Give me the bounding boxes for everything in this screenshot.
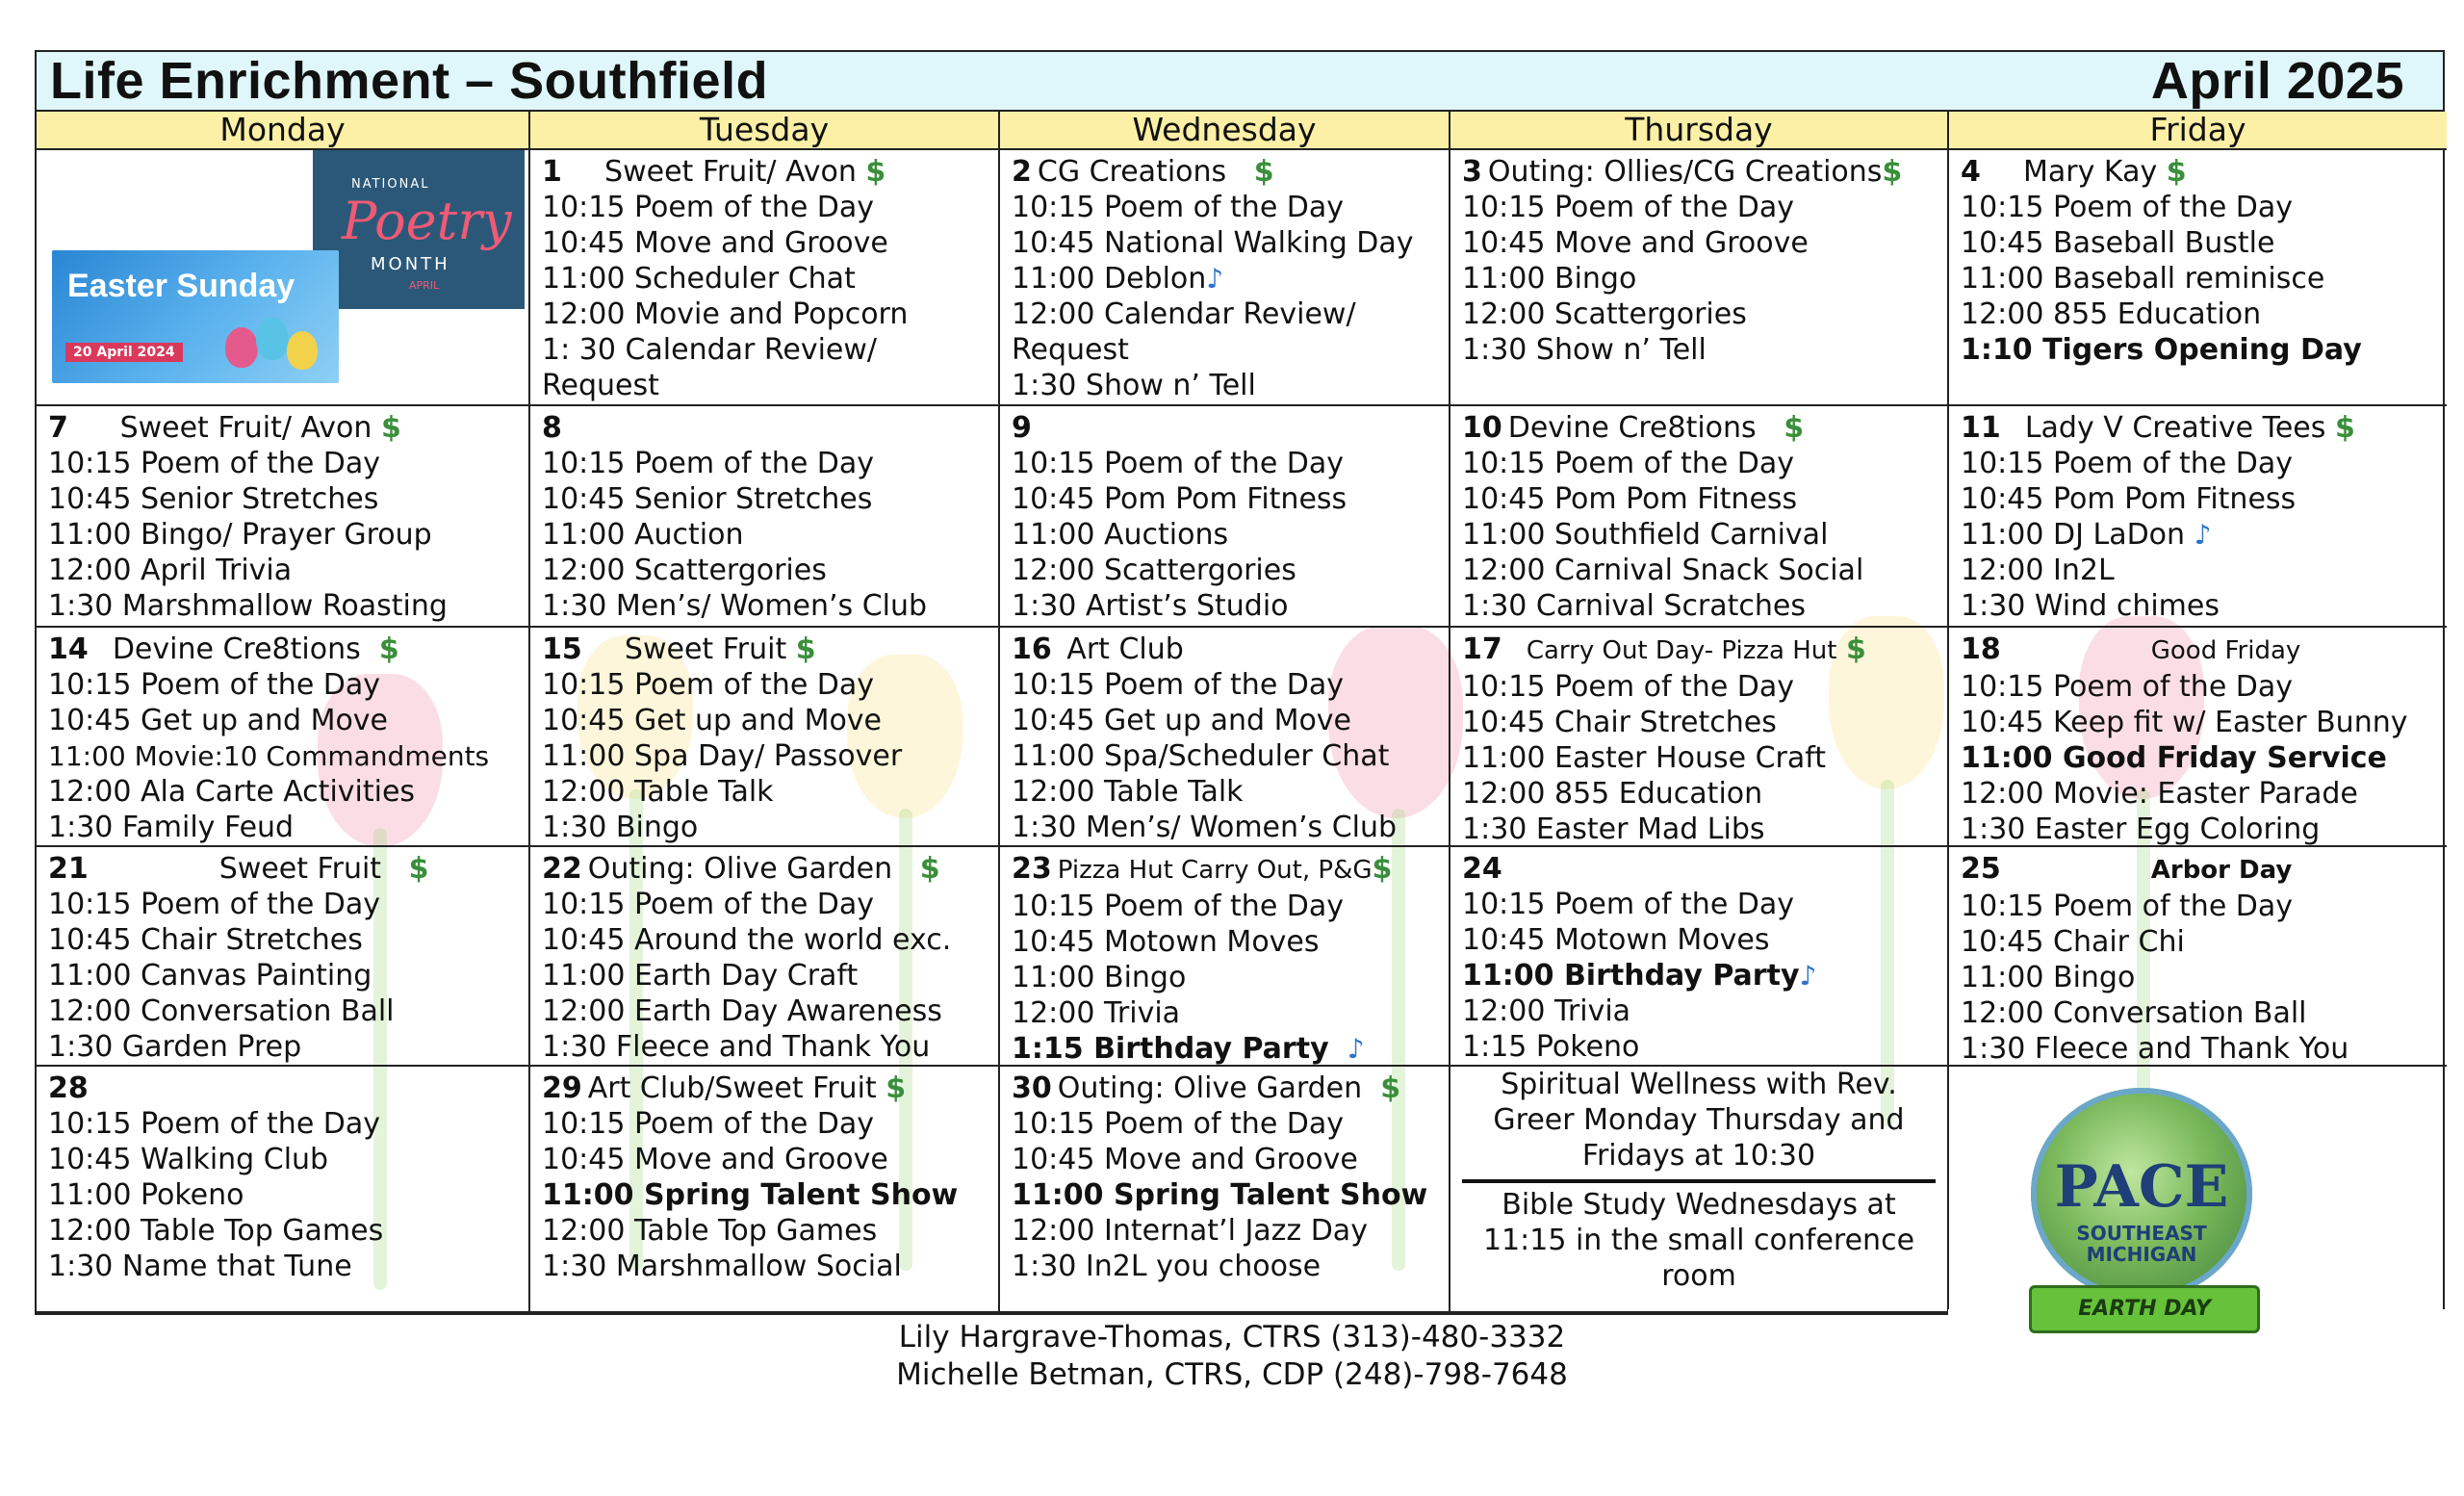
day-cell-14 [37, 628, 530, 847]
activity-line: 12:00 Table Top Games [48, 1214, 384, 1248]
day-number: 14 [48, 632, 89, 666]
day-number: 2 [1012, 155, 1032, 189]
activity-line: 1:30 Fleece and Thank You [1961, 1032, 2349, 1066]
poetry-month-image [313, 150, 525, 309]
activity-line: 10:45 Move and Groove [1462, 226, 1809, 260]
activity-line: 11:00 Pokeno [48, 1178, 244, 1212]
activity-line: 1:30 Marshmallow Social [542, 1250, 902, 1283]
activity-line: 11:00 Canvas Painting [48, 959, 372, 993]
day-cell-18 [1949, 628, 2447, 847]
activity-line: 10:45 Get up and Move [1012, 704, 1352, 737]
activity-line: 10:45 Get up and Move [542, 704, 883, 737]
music-note-icon: ♪ [2194, 519, 2212, 551]
day-headline: Mary Kay [2023, 155, 2158, 189]
dollar-icon: $ [1372, 852, 1393, 886]
day-header-monday: Monday [37, 112, 530, 150]
activity-line: 10:45 Chair Stretches [1462, 706, 1777, 739]
dollar-icon: $ [1380, 1071, 1401, 1105]
day-headline: Devine Cre8tions [112, 632, 361, 666]
contact-line-1: Lily Hargrave-Thomas, CTRS (313)-480-3332 [898, 1320, 1566, 1354]
day-headline: Sweet Fruit [624, 632, 787, 666]
day-headline: Art Club/Sweet Fruit [587, 1071, 877, 1105]
activity-line: 11:00 Scheduler Chat [542, 262, 856, 296]
activity-line: 10:15 Poem of the Day [48, 1107, 381, 1141]
day-number: 7 [48, 411, 68, 445]
activity-line: 10:45 Get up and Move [48, 704, 389, 737]
activity-line: 12:00 Conversation Ball [1961, 996, 2307, 1030]
dollar-icon: $ [1253, 155, 1274, 189]
activity-line: 11:00 Auction [542, 518, 744, 552]
day-headline: Devine Cre8tions [1507, 411, 1757, 445]
activity-line: 12:00 Movie and Popcorn [542, 297, 909, 331]
day-cell-4 [1949, 150, 2447, 406]
activity-line: 10:45 Walking Club [48, 1143, 329, 1176]
logo-subtext [2012, 1223, 2272, 1265]
activity-line: 10:45 Move and Groove [542, 1143, 888, 1176]
dollar-icon: $ [378, 632, 399, 666]
day-header-friday: Friday [1949, 112, 2447, 150]
day-headline: Arbor Day [2150, 856, 2293, 885]
day-headline: Outing: Olive Garden [1057, 1071, 1363, 1105]
logo-main-text: PACE [2054, 1153, 2229, 1221]
activity-line: 10:15 Poem of the Day [48, 668, 381, 702]
activity-line: 10:45 Pom Pom Fitness [1961, 482, 2297, 516]
activity-line: 1:30 Men’s/ Women’s Club [1012, 811, 1398, 844]
activity-line: 1:30 Garden Prep [48, 1030, 302, 1064]
dollar-icon: $ [1882, 155, 1903, 189]
activity-line: 10:15 Poem of the Day [48, 447, 381, 480]
activity-line: 10:15 Poem of the Day [1012, 668, 1345, 702]
day-number: 17 [1462, 632, 1502, 666]
activity-line: 1:15 Pokeno [1462, 1030, 1640, 1064]
dollar-icon: $ [2166, 155, 2187, 189]
activity-line: 1:30 Show n’ Tell [1012, 369, 1256, 402]
footer-contacts [0, 1319, 2464, 1394]
dollar-icon: $ [408, 852, 429, 886]
activity-line: 10:15 Poem of the Day [542, 888, 875, 921]
activity-line: 1:30 Fleece and Thank You [542, 1030, 931, 1064]
activity-line: 11:00 DJ LaDon [1961, 518, 2186, 552]
divider [1462, 1179, 1936, 1183]
day-cell-30 [1000, 1067, 1450, 1313]
activity-line: 1:30 Easter Mad Libs [1462, 812, 1765, 846]
day-number: 9 [1012, 411, 1032, 445]
info-cell [1450, 1067, 1949, 1313]
activity-line: 12:00 Carnival Snack Social [1462, 554, 1864, 587]
activity-line: 11:00 Spring Talent Show [1012, 1178, 1428, 1212]
activity-line: 10:45 Around the world exc. [542, 923, 952, 957]
activity-line: 1:30 Artist’s Studio [1012, 589, 1289, 623]
logo-sub1: SOUTHEAST [2076, 1222, 2207, 1245]
day-headline: Pizza Hut Carry Out, P&G [1057, 856, 1373, 885]
egg-icon [256, 318, 289, 360]
activity-line: 12:00 855 Education [1961, 297, 2262, 331]
activity-line: 11:00 Baseball reminisce [1961, 262, 2325, 296]
images-cell [37, 150, 530, 406]
activity-line: 11:00 Bingo [1462, 262, 1637, 296]
activity-line: 11:00 Bingo/ Prayer Group [48, 518, 432, 552]
day-cell-24 [1450, 847, 1949, 1067]
day-cell-1 [530, 150, 1000, 406]
activity-line: 1:30 In2L you choose [1012, 1250, 1322, 1283]
activity-line: 10:15 Poem of the Day [1462, 888, 1795, 921]
dollar-icon: $ [1846, 632, 1866, 666]
activity-line: 1:10 Tigers Opening Day [1961, 333, 2362, 367]
activity-line: 10:15 Poem of the Day [542, 668, 875, 702]
easter-title: Easter Sunday [67, 268, 295, 304]
day-number: 10 [1462, 411, 1502, 445]
day-cell-11 [1949, 406, 2447, 628]
day-cell-15 [530, 628, 1000, 847]
day-cell-29 [530, 1067, 1000, 1313]
day-headline: Sweet Fruit [218, 852, 382, 886]
activity-line: 12:00 Scattergories [1462, 297, 1747, 331]
activity-line: 10:15 Poem of the Day [1462, 670, 1795, 704]
dollar-icon: $ [1784, 411, 1805, 445]
activity-line: 10:15 Poem of the Day [1961, 191, 2294, 224]
activity-line: 12:00 Trivia [1012, 996, 1181, 1030]
activity-line: 12:00 Trivia [1462, 994, 1631, 1028]
activity-line: 10:45 Motown Moves [1462, 923, 1770, 957]
day-number: 16 [1012, 632, 1052, 666]
day-headline: Sweet Fruit/ Avon [604, 155, 857, 189]
activity-line: 10:45 Baseball Bustle [1961, 226, 2275, 260]
activity-line: 10:15 Poem of the Day [1961, 447, 2294, 480]
activity-line: 10:45 Motown Moves [1012, 925, 1320, 959]
activity-line: 11:00 Birthday Party [1462, 959, 1800, 993]
activity-line: 12:00 855 Education [1462, 777, 1763, 811]
day-header-tuesday: Tuesday [530, 112, 1000, 150]
day-header-wednesday: Wednesday [1000, 112, 1450, 150]
day-number: 21 [48, 852, 89, 886]
day-cell-22 [530, 847, 1000, 1067]
dollar-icon: $ [795, 632, 816, 666]
day-number: 30 [1012, 1071, 1052, 1105]
activity-line: 10:15 Poem of the Day [1012, 447, 1345, 480]
egg-icon [225, 327, 258, 368]
activity-line: 10:45 Senior Stretches [48, 482, 379, 516]
day-number: 22 [542, 852, 582, 886]
activity-line: 1:30 Family Feud [48, 811, 295, 844]
activity-line: 10:45 National Walking Day [1012, 226, 1414, 260]
calendar-title: Life Enrichment – Southfield [50, 52, 769, 110]
day-cell-16 [1000, 628, 1450, 847]
activity-line: 11:00 Bingo [1012, 961, 1187, 994]
day-number: 18 [1961, 632, 2001, 666]
activity-line: 10:45 Keep fit w/ Easter Bunny [1961, 706, 2408, 739]
day-cell-28 [37, 1067, 530, 1313]
activity-line: 10:15 Poem of the Day [1462, 447, 1795, 480]
activity-line: 1:30 Men’s/ Women’s Club [542, 589, 928, 623]
dollar-icon: $ [380, 411, 401, 445]
day-number: 29 [542, 1071, 582, 1105]
calendar-month: April 2025 [2150, 52, 2404, 110]
dollar-icon: $ [919, 852, 940, 886]
day-cell-10 [1450, 406, 1949, 628]
activity-line: 12:00 Internat’l Jazz Day [1012, 1214, 1368, 1248]
activity-line: 12:00 Scattergories [1012, 554, 1296, 587]
activity-line: 1:30 Marshmallow Roasting [48, 589, 448, 623]
activity-line: 10:15 Poem of the Day [1012, 890, 1345, 923]
activity-line: 10:45 Move and Groove [542, 226, 888, 260]
day-cell-21 [37, 847, 530, 1067]
activity-line: 11:00 Easter House Craft [1462, 741, 1827, 775]
activity-line: 12:00 Table Top Games [542, 1214, 878, 1248]
activity-line: 11:00 Spa/Scheduler Chat [1012, 739, 1390, 773]
music-note-icon: ♪ [1206, 263, 1224, 295]
activity-line: 10:15 Poem of the Day [1961, 670, 2294, 704]
day-cell-3 [1450, 150, 1949, 406]
activity-line: 11:00 Southfield Carnival [1462, 518, 1829, 552]
day-number: 25 [1961, 852, 2001, 886]
activity-line: 12:00 Calendar Review/ [1012, 297, 1356, 331]
day-cell-23 [1000, 847, 1450, 1067]
dollar-icon: $ [865, 155, 886, 189]
activity-line: 10:15 Poem of the Day [1012, 1107, 1345, 1141]
day-header-thursday: Thursday [1450, 112, 1949, 150]
activity-line: 1:30 Wind chimes [1961, 589, 2220, 623]
logo-ribbon: EARTH DAY [2029, 1285, 2260, 1333]
activity-line: 10:15 Poem of the Day [48, 888, 381, 921]
activity-line: 1:30 Show n’ Tell [1462, 333, 1707, 367]
activity-line: 12:00 Scattergories [542, 554, 827, 587]
activity-line: 1:30 Bingo [542, 811, 699, 844]
egg-icon [287, 331, 318, 370]
day-number: 28 [48, 1071, 89, 1105]
poetry-national: NATIONAL [351, 177, 430, 192]
activity-line: 12:00 Ala Carte Activities [48, 775, 416, 809]
music-note-icon: ♪ [1347, 1033, 1365, 1065]
activity-line: 12:00 Conversation Ball [48, 994, 395, 1028]
activity-line: 11:00 Deblon [1012, 262, 1207, 296]
activity-line: 11:00 Bingo [1961, 961, 2136, 994]
day-cell-9 [1000, 406, 1450, 628]
activity-line: 10:45 Chair Stretches [48, 923, 363, 957]
day-headline: Outing: Ollies/CG Creations [1487, 155, 1883, 189]
activity-line: 10:45 Chair Chi [1961, 925, 2185, 959]
logo-sub2: MICHIGAN [2086, 1243, 2197, 1266]
day-number: 8 [542, 411, 562, 445]
activity-line: 11:00 Auctions [1012, 518, 1229, 552]
activity-line: 10:45 Senior Stretches [542, 482, 873, 516]
day-cell-17 [1450, 628, 1949, 847]
day-headline: Outing: Olive Garden [587, 852, 893, 886]
activity-line: 10:45 Move and Groove [1012, 1143, 1358, 1176]
activity-line: 1: 30 Calendar Review/ [542, 333, 878, 367]
dollar-icon: $ [2334, 411, 2355, 445]
day-cell-2 [1000, 150, 1450, 406]
day-cell-7 [37, 406, 530, 628]
poetry-april: APRIL [409, 279, 440, 292]
day-headline: Lady V Creative Tees [2024, 411, 2326, 445]
activity-line: 11:00 Spa Day/ Passover [542, 739, 903, 773]
activity-line: Request [1012, 333, 1129, 367]
activity-line: 11:00 Movie:10 Commandments [48, 740, 490, 772]
poetry-month: MONTH [371, 254, 450, 274]
contact-line-2: Michelle Betman, CTRS, CDP (248)-798-7648 [896, 1357, 1568, 1392]
activity-line: 10:15 Poem of the Day [1961, 890, 2294, 923]
day-number: 24 [1462, 852, 1502, 886]
day-cell-8 [530, 406, 1000, 628]
day-headline: Art Club [1066, 632, 1184, 666]
activity-line: Request [542, 369, 659, 402]
activity-line: 10:45 Pom Pom Fitness [1012, 482, 1348, 516]
title-bar [37, 52, 2443, 112]
poetry-word: Poetry [342, 191, 512, 251]
bible-study-note: Bible Study Wednesdays at 11:15 in the small conference room [1482, 1188, 1915, 1293]
day-number: 4 [1961, 155, 1981, 189]
day-number: 15 [542, 632, 582, 666]
activity-line: 11:00 Earth Day Craft [542, 959, 859, 993]
activity-line: 10:15 Poem of the Day [542, 191, 875, 224]
activity-line: 10:45 Pom Pom Fitness [1462, 482, 1798, 516]
day-headline: Sweet Fruit/ Avon [119, 411, 372, 445]
day-headline: Carry Out Day- Pizza Hut [1526, 636, 1837, 665]
activity-line: 12:00 Table Talk [542, 775, 774, 809]
activity-line: 12:00 Earth Day Awareness [542, 994, 942, 1028]
day-headline: CG Creations [1037, 155, 1227, 189]
activity-line: 10:15 Poem of the Day [1462, 191, 1795, 224]
activity-line: 1:30 Name that Tune [48, 1250, 352, 1283]
music-note-icon: ♪ [1799, 960, 1817, 992]
day-number: 11 [1961, 411, 2001, 445]
activity-line: 1:15 Birthday Party [1012, 1032, 1329, 1066]
day-number: 1 [542, 155, 562, 189]
activity-line: 11:00 Spring Talent Show [542, 1178, 959, 1212]
activity-line: 10:15 Poem of the Day [542, 447, 875, 480]
activity-line: 1:30 Easter Egg Coloring [1961, 812, 2321, 846]
activity-line: 10:15 Poem of the Day [542, 1107, 875, 1141]
activity-line: 11:00 Good Friday Service [1961, 741, 2387, 775]
activity-line: 12:00 April Trivia [48, 554, 293, 587]
activity-line: 1:30 Carnival Scratches [1462, 589, 1807, 623]
dollar-icon: $ [886, 1071, 907, 1105]
easter-date: 20 April 2024 [65, 343, 183, 362]
day-number: 23 [1012, 852, 1052, 886]
activity-line: 12:00 In2L [1961, 554, 2115, 587]
day-number: 3 [1462, 155, 1482, 189]
spiritual-wellness-note: Spiritual Wellness with Rev. Greer Monday Thursday and Fridays at 10:30 [1493, 1068, 1905, 1173]
activity-line: 10:15 Poem of the Day [1012, 191, 1345, 224]
easter-sunday-image [52, 250, 339, 383]
activity-line: 12:00 Table Talk [1012, 775, 1244, 809]
day-cell-25 [1949, 847, 2447, 1067]
day-headline: Good Friday [2150, 636, 2301, 665]
activity-line: 12:00 Movie: Easter Parade [1961, 777, 2358, 811]
